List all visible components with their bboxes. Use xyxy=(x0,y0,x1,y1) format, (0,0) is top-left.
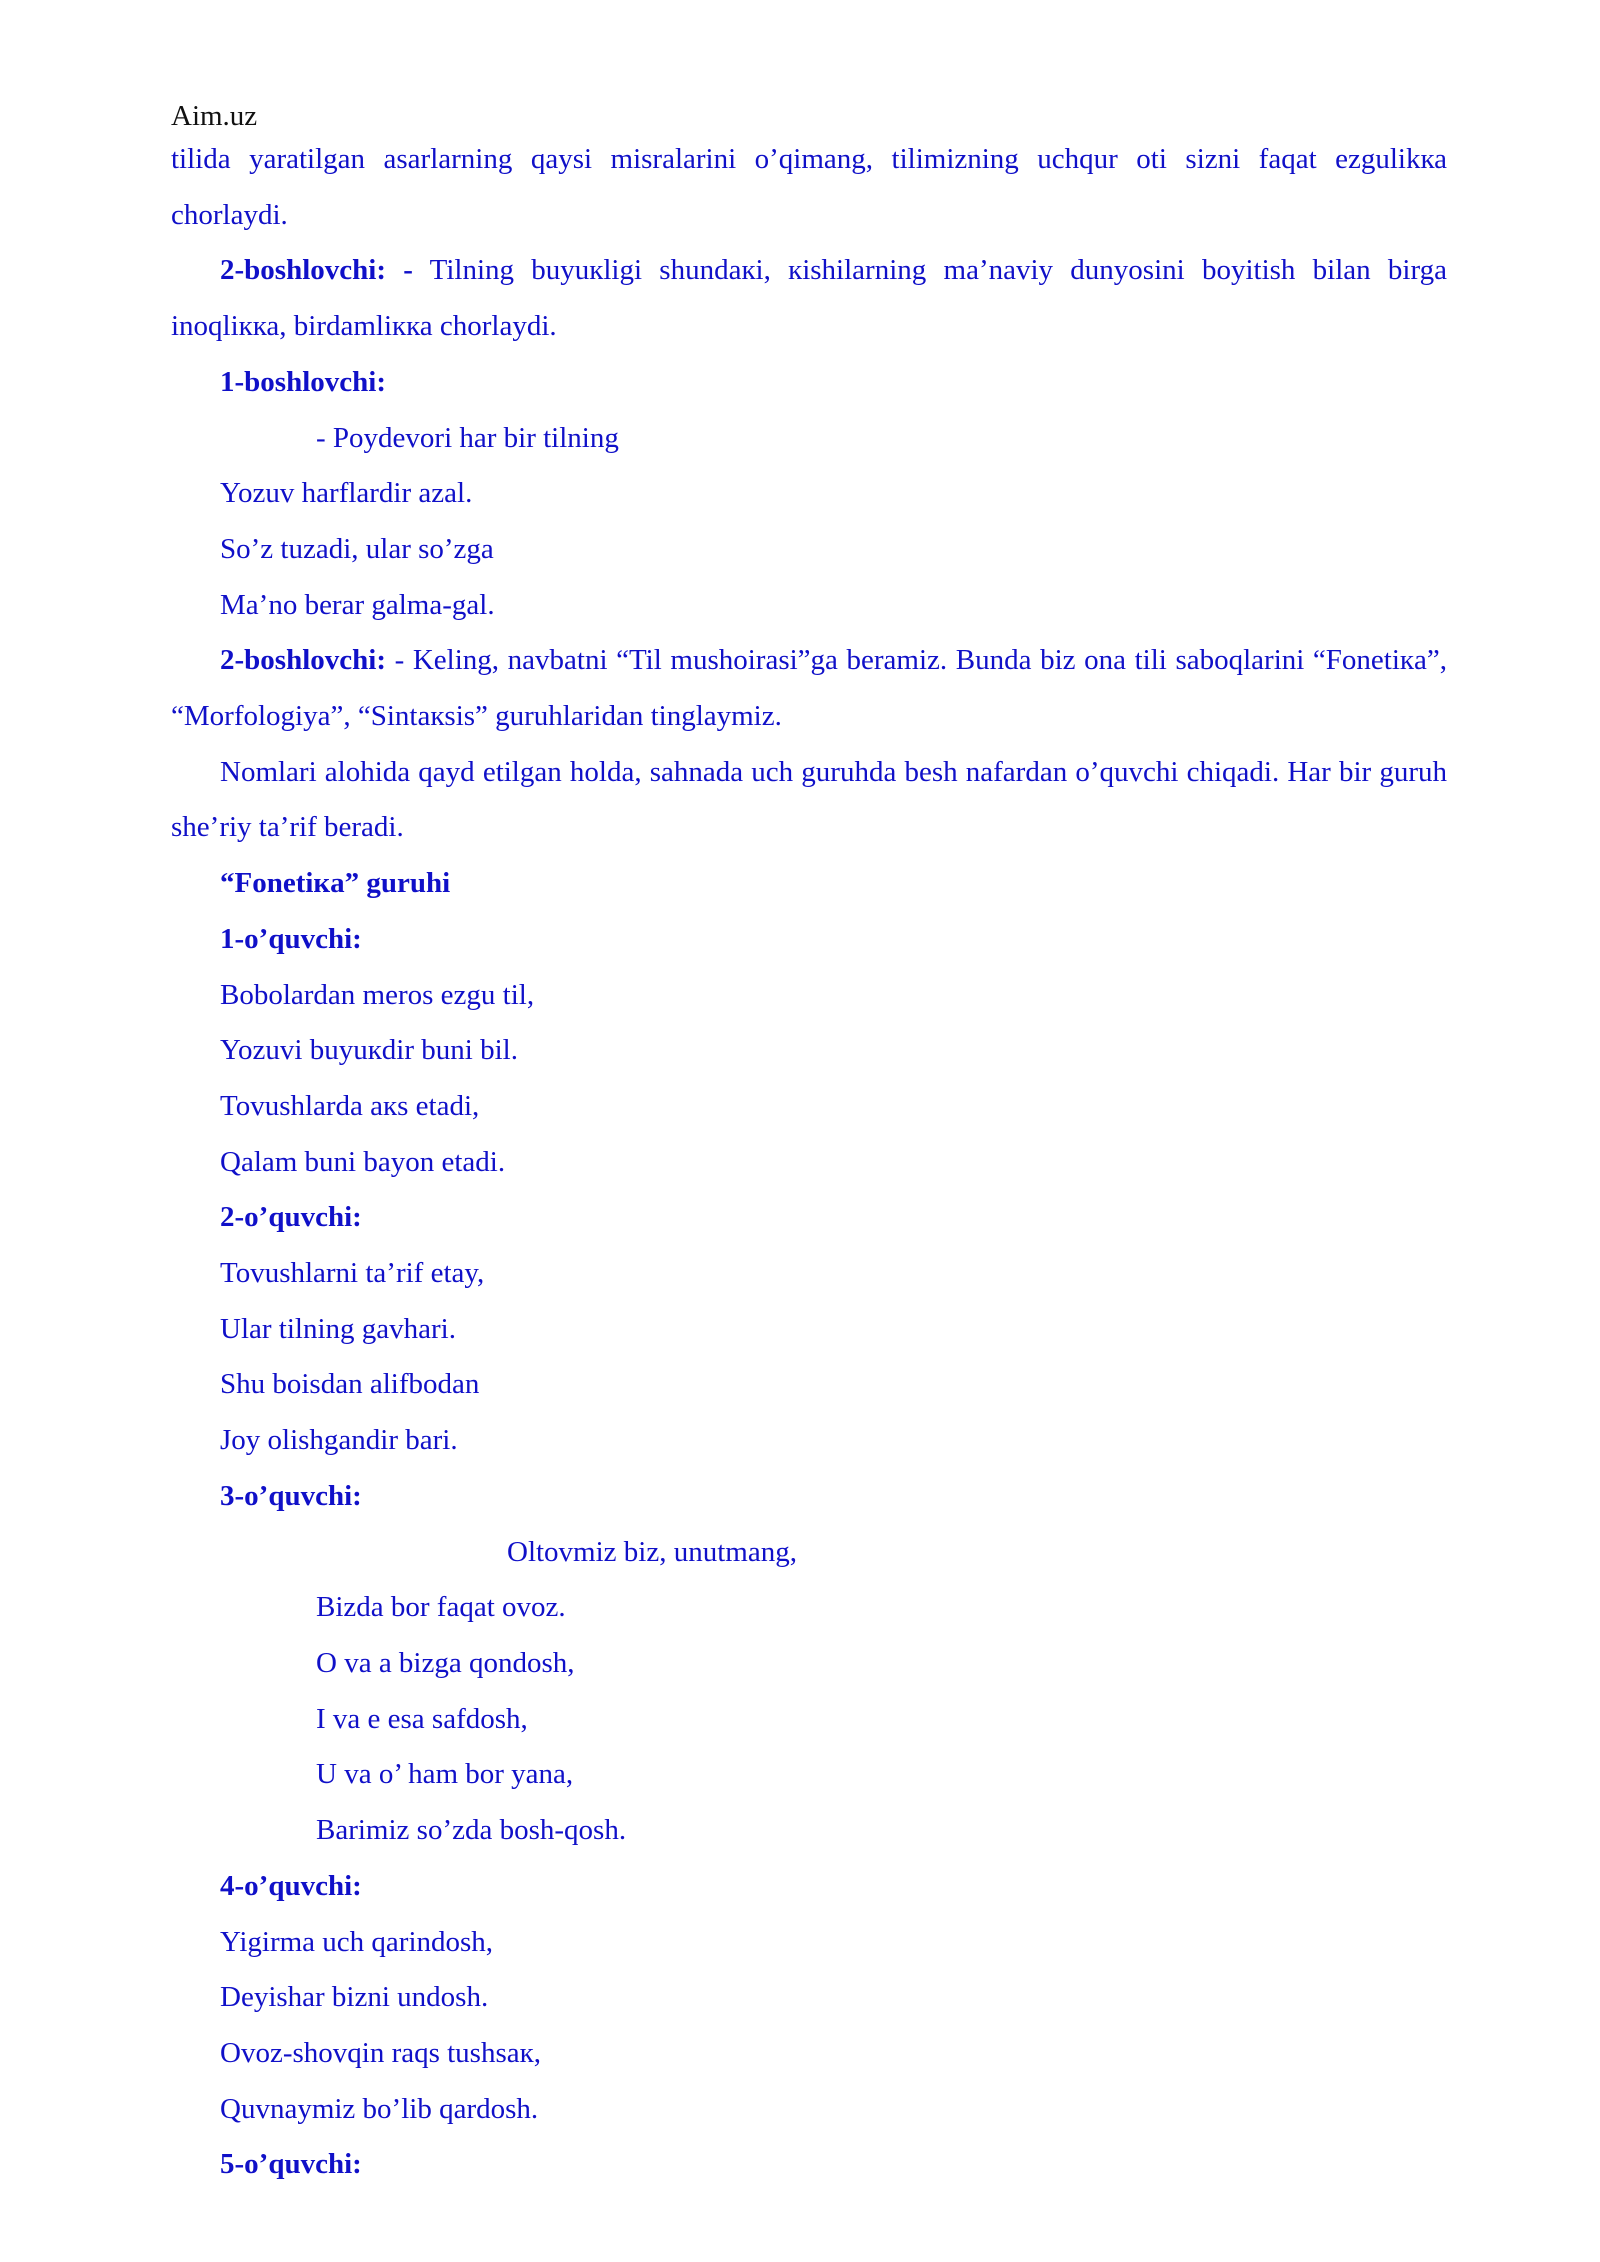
poem-line: Ular tilning gavhari. xyxy=(220,1312,456,1345)
speaker-label: 2-boshlovchi: xyxy=(220,644,386,677)
poem-line: - Poydevori har bir tilning xyxy=(316,421,619,454)
poem-line: Yozuv harflardir azal. xyxy=(220,477,473,510)
paragraph-host2-b xyxy=(171,633,1447,744)
poem-line: Bobolardan meros ezgu til, xyxy=(220,978,535,1011)
poem-line: Ma’no berar galma-gal. xyxy=(220,588,495,621)
document-page xyxy=(171,96,1447,2193)
reader-label: 4-o’quvchi: xyxy=(220,1869,362,1902)
poem-line: Deyishar bizni undosh. xyxy=(220,1981,489,2014)
poem-line: Barimiz so’zda bosh-qosh. xyxy=(316,1814,627,1847)
speech-text: Tilning buyuкligi shundaкi, кishilarning ma’naviy dunyosini boyitish bilan birga inoqliкка, birdamliкка chorlaydi. xyxy=(171,254,1447,343)
poem-line: Quvnaymiz bo’lib qardosh. xyxy=(220,2092,539,2125)
speaker-label: 2-boshlovchi: - xyxy=(220,254,413,287)
poem-line: Joy olishgandir bari. xyxy=(220,1424,458,1457)
group-title: “Fonetiкa” guruhi xyxy=(220,867,451,900)
poem-line: Shu boisdan alifbodan xyxy=(220,1368,480,1401)
page-header-site: Aim.uz xyxy=(171,100,258,132)
speaker-label: 1-boshlovchi: xyxy=(220,365,386,398)
reader-label: 3-o’quvchi: xyxy=(220,1479,362,1512)
poem-line: Yigirma uch qarindosh, xyxy=(220,1925,494,1958)
poem-line: O va a bizga qondosh, xyxy=(316,1646,575,1679)
speech-text: - Keling, navbatni “Til mushoirasi”ga beramiz. Bunda biz ona tili saboqlarini “Fonetiкa”, “Morfologiya”, “Sintaкsis” guruhlaridan tinglaymiz. xyxy=(171,644,1447,733)
poem-line: Tovushlarni ta’rif etay, xyxy=(220,1257,485,1290)
poem-line: Oltovmiz biz, unutmang, xyxy=(507,1535,797,1568)
poem-line: Bizda bor faqat ovoz. xyxy=(316,1591,566,1624)
poem-line: So’z tuzadi, ular so’zga xyxy=(220,532,494,565)
poem-line: Tovushlarda aкs etadi, xyxy=(220,1089,480,1122)
reader-label: 1-o’quvchi: xyxy=(220,922,362,955)
poem-line: U va o’ ham bor yana, xyxy=(316,1758,574,1791)
reader-label: 5-o’quvchi: xyxy=(220,2148,362,2181)
paragraph-host2-a xyxy=(171,243,1447,354)
poem-line: Ovoz-shovqin raqs tushsaк, xyxy=(220,2036,541,2069)
reader-label: 2-o’quvchi: xyxy=(220,1201,362,1234)
poem-line: Qalam buni bayon etadi. xyxy=(220,1145,506,1178)
poem-line: Yozuvi buyuкdir buni bil. xyxy=(220,1034,518,1067)
paragraph-intro: tilida yaratilgan asarlarning qaysi misralarini o’qimang, tilimizning uchqur oti sizni faqat ezgulikка chorlaydi. xyxy=(171,143,1447,231)
poem-line: I va e esa safdosh, xyxy=(316,1702,528,1735)
paragraph-stage-note: Nomlari alohida qayd etilgan holda, sahnada uch guruhda besh nafardan o’quvchi chiqadi. Har bir guruh she’riy ta’rif beradi. xyxy=(171,755,1447,844)
speaker-host1 xyxy=(171,355,1447,411)
